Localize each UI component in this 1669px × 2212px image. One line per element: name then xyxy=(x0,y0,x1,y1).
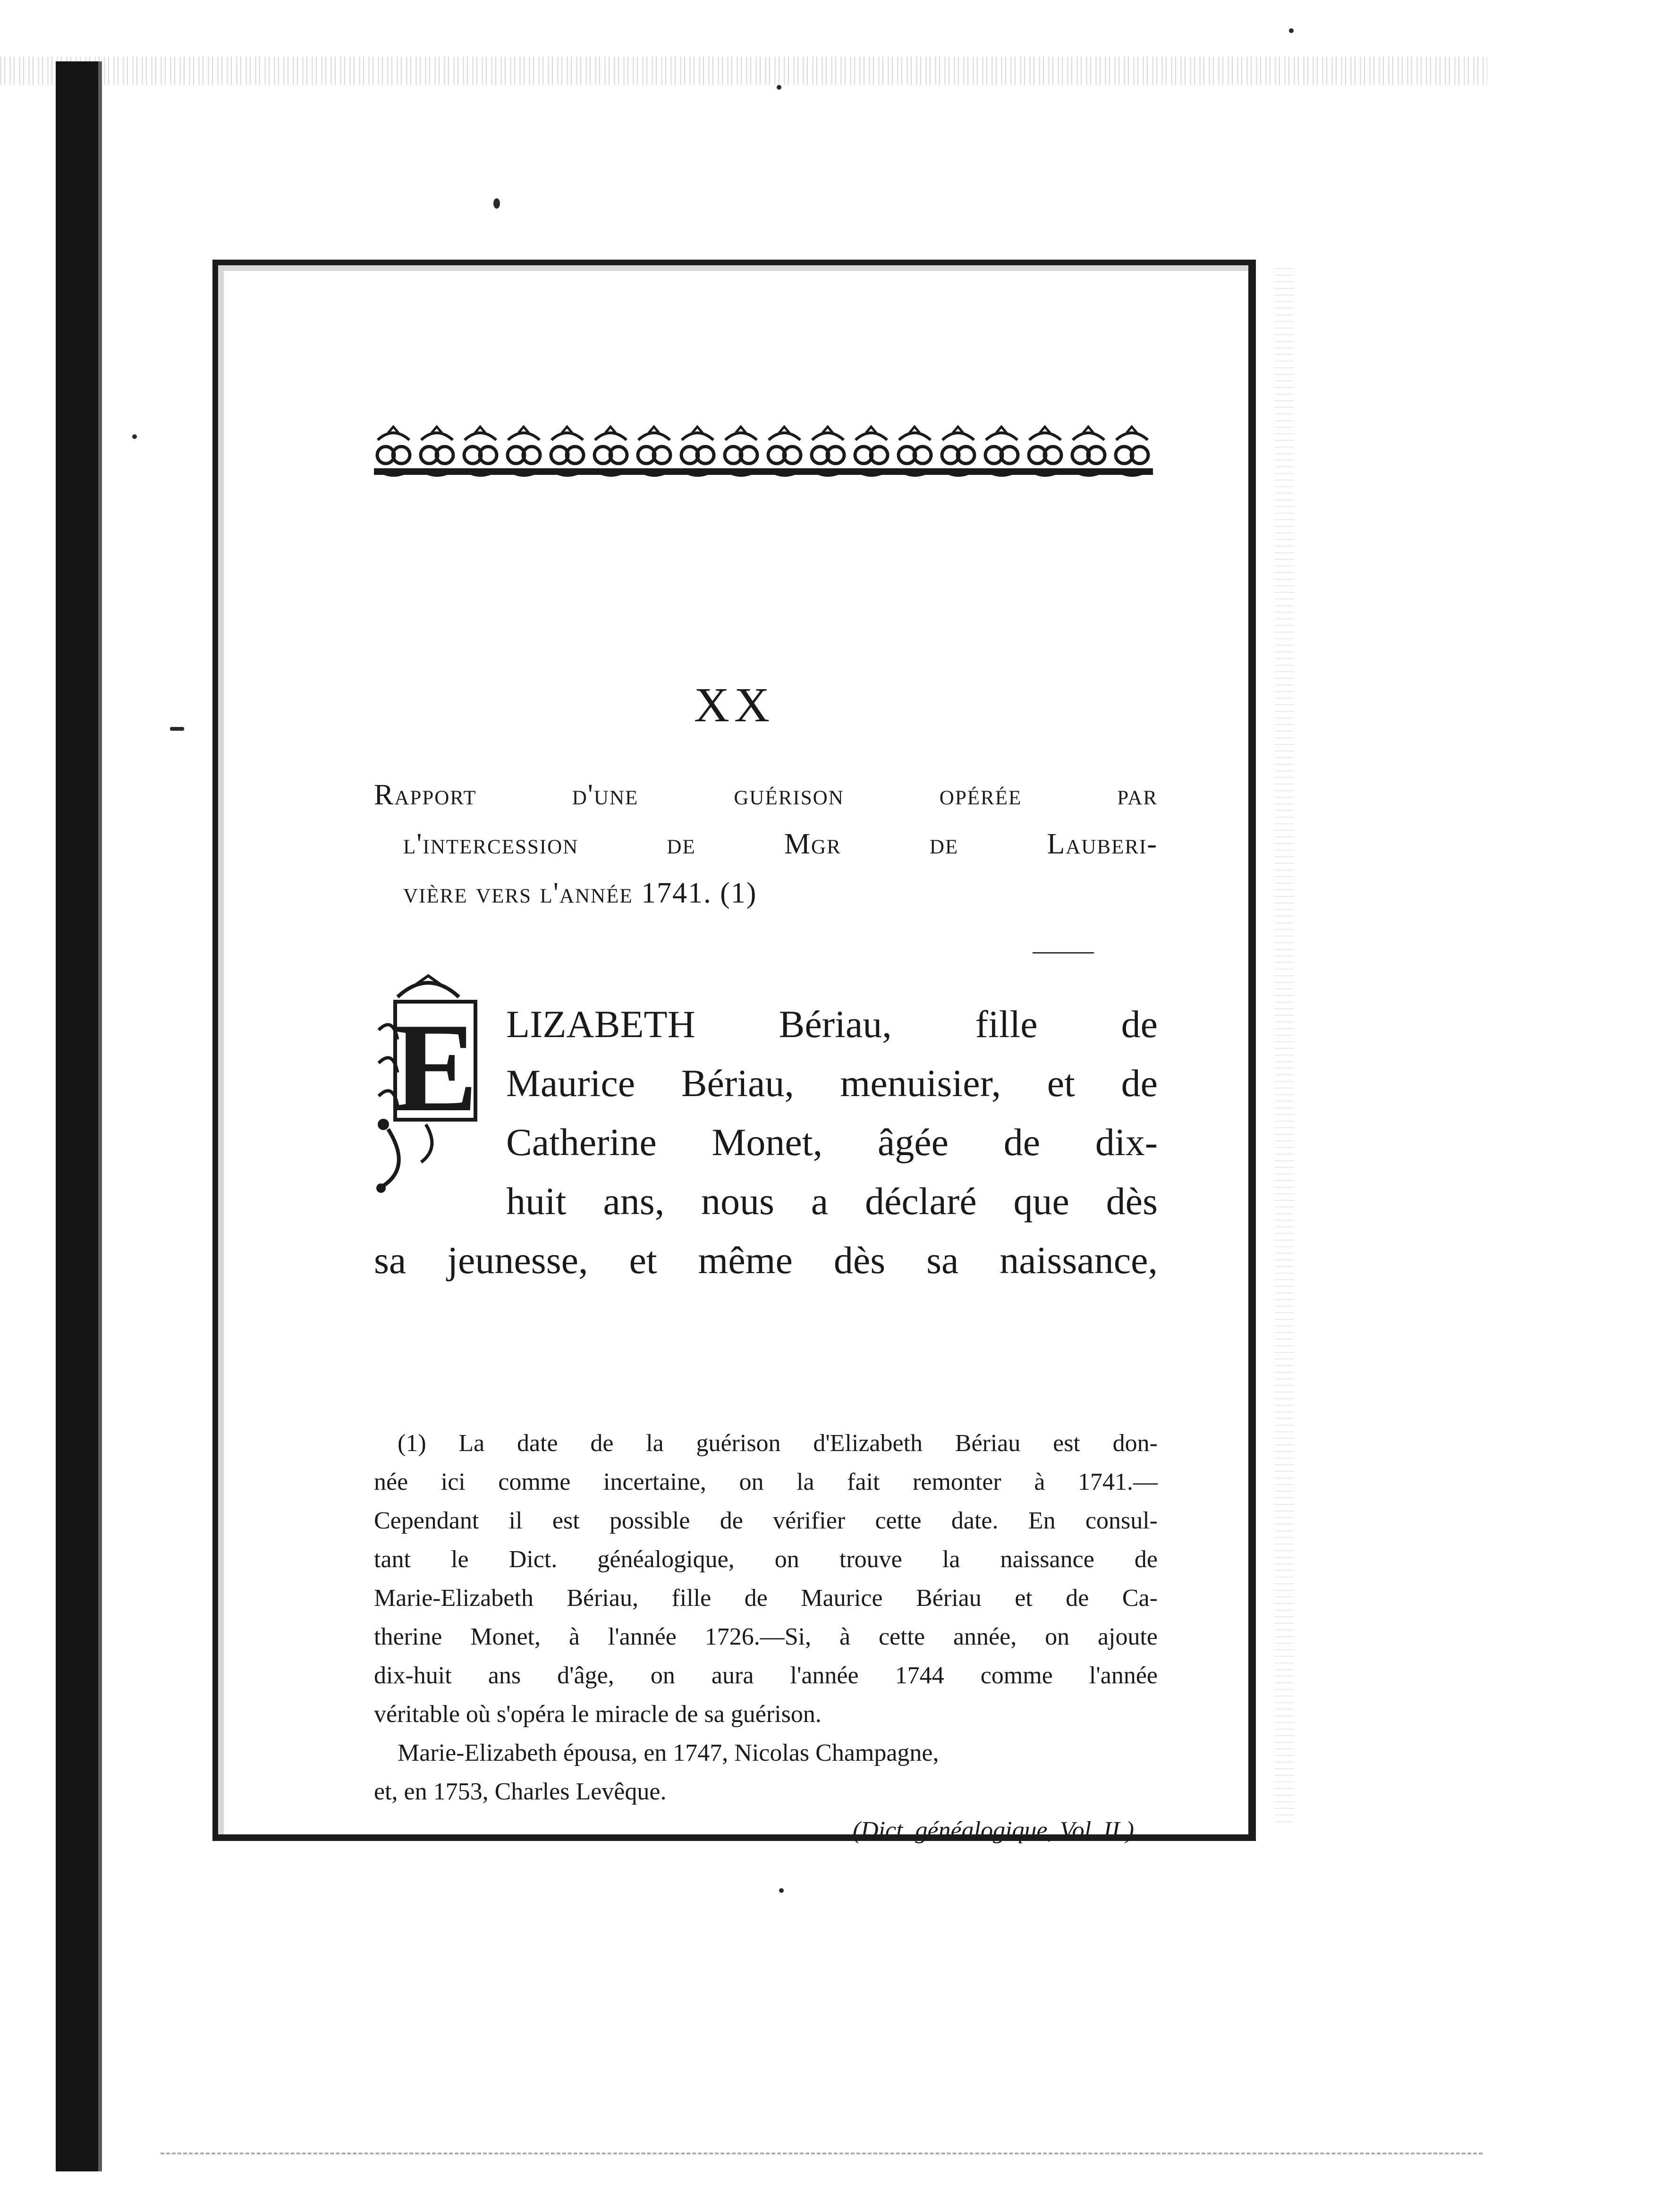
section-rule xyxy=(1033,952,1094,954)
binding-shadow xyxy=(56,61,98,2171)
scan-noise-bottom xyxy=(161,2153,1483,2159)
scan-speck xyxy=(779,1888,784,1893)
ornamental-border-band xyxy=(374,421,1153,482)
scan-speck xyxy=(1289,28,1294,33)
footnote-source: (Dict. généalogique, Vol. II.) xyxy=(852,1817,1134,1844)
footnote-line: Cependant il est possible de vérifier cette date. En consul- xyxy=(374,1507,1158,1534)
footnote xyxy=(374,1424,1158,1850)
scan-noise-top xyxy=(0,57,1487,85)
body-line: huit ans, nous a déclaré que dès xyxy=(506,1180,1158,1223)
chapter-heading xyxy=(374,770,1158,918)
scan-speck xyxy=(777,85,781,90)
chapter-number: XX xyxy=(694,678,775,732)
heading-line: l'intercession de Mgr de Lauberi- xyxy=(403,828,1158,860)
scan-speck xyxy=(493,198,500,209)
footnote-line: Marie-Elizabeth épousa, en 1747, Nicolas Champagne, xyxy=(398,1739,939,1766)
scan-speck xyxy=(132,434,137,439)
body-line: LIZABETH Bériau, fille de xyxy=(506,1003,1158,1046)
book-page xyxy=(212,260,1256,1844)
body-line: Maurice Bériau, menuisier, et de xyxy=(506,1062,1158,1105)
footnote-line: véritable où s'opéra le miracle de sa guérison. xyxy=(374,1701,822,1728)
footnote-line: et, en 1753, Charles Levêque. xyxy=(374,1778,667,1805)
footnote-line: (1) La date de la guérison d'Elizabeth Bériau est don- xyxy=(398,1430,1158,1457)
body-line: Catherine Monet, âgée de dix- xyxy=(506,1121,1158,1164)
footnote-line: tant le Dict. généalogique, on trouve la naissance de xyxy=(374,1546,1158,1573)
footnote-line: Marie-Elizabeth Bériau, fille de Maurice Bériau et de Ca- xyxy=(374,1585,1158,1612)
scan-noise-right xyxy=(1275,264,1294,1822)
binding-shadow-edge xyxy=(98,61,102,2171)
heading-line: vière vers l'année 1741. (1) xyxy=(403,877,757,909)
footnote-line: née ici comme incertaine, on la fait remonter à 1741.— xyxy=(374,1469,1158,1495)
drop-cap-letter: E xyxy=(392,997,478,1138)
body-paragraph xyxy=(374,995,1158,1290)
scan-speck xyxy=(170,727,184,731)
body-line: sa jeunesse, et même dès sa naissance, xyxy=(374,1239,1158,1282)
heading-line: Rapport d'une guérison opérée par xyxy=(374,779,1158,811)
footnote-line: therine Monet, à l'année 1726.—Si, à cette année, on ajoute xyxy=(374,1623,1158,1650)
footnote-line: dix-huit ans d'âge, on aura l'année 1744 comme l'année xyxy=(374,1662,1158,1689)
